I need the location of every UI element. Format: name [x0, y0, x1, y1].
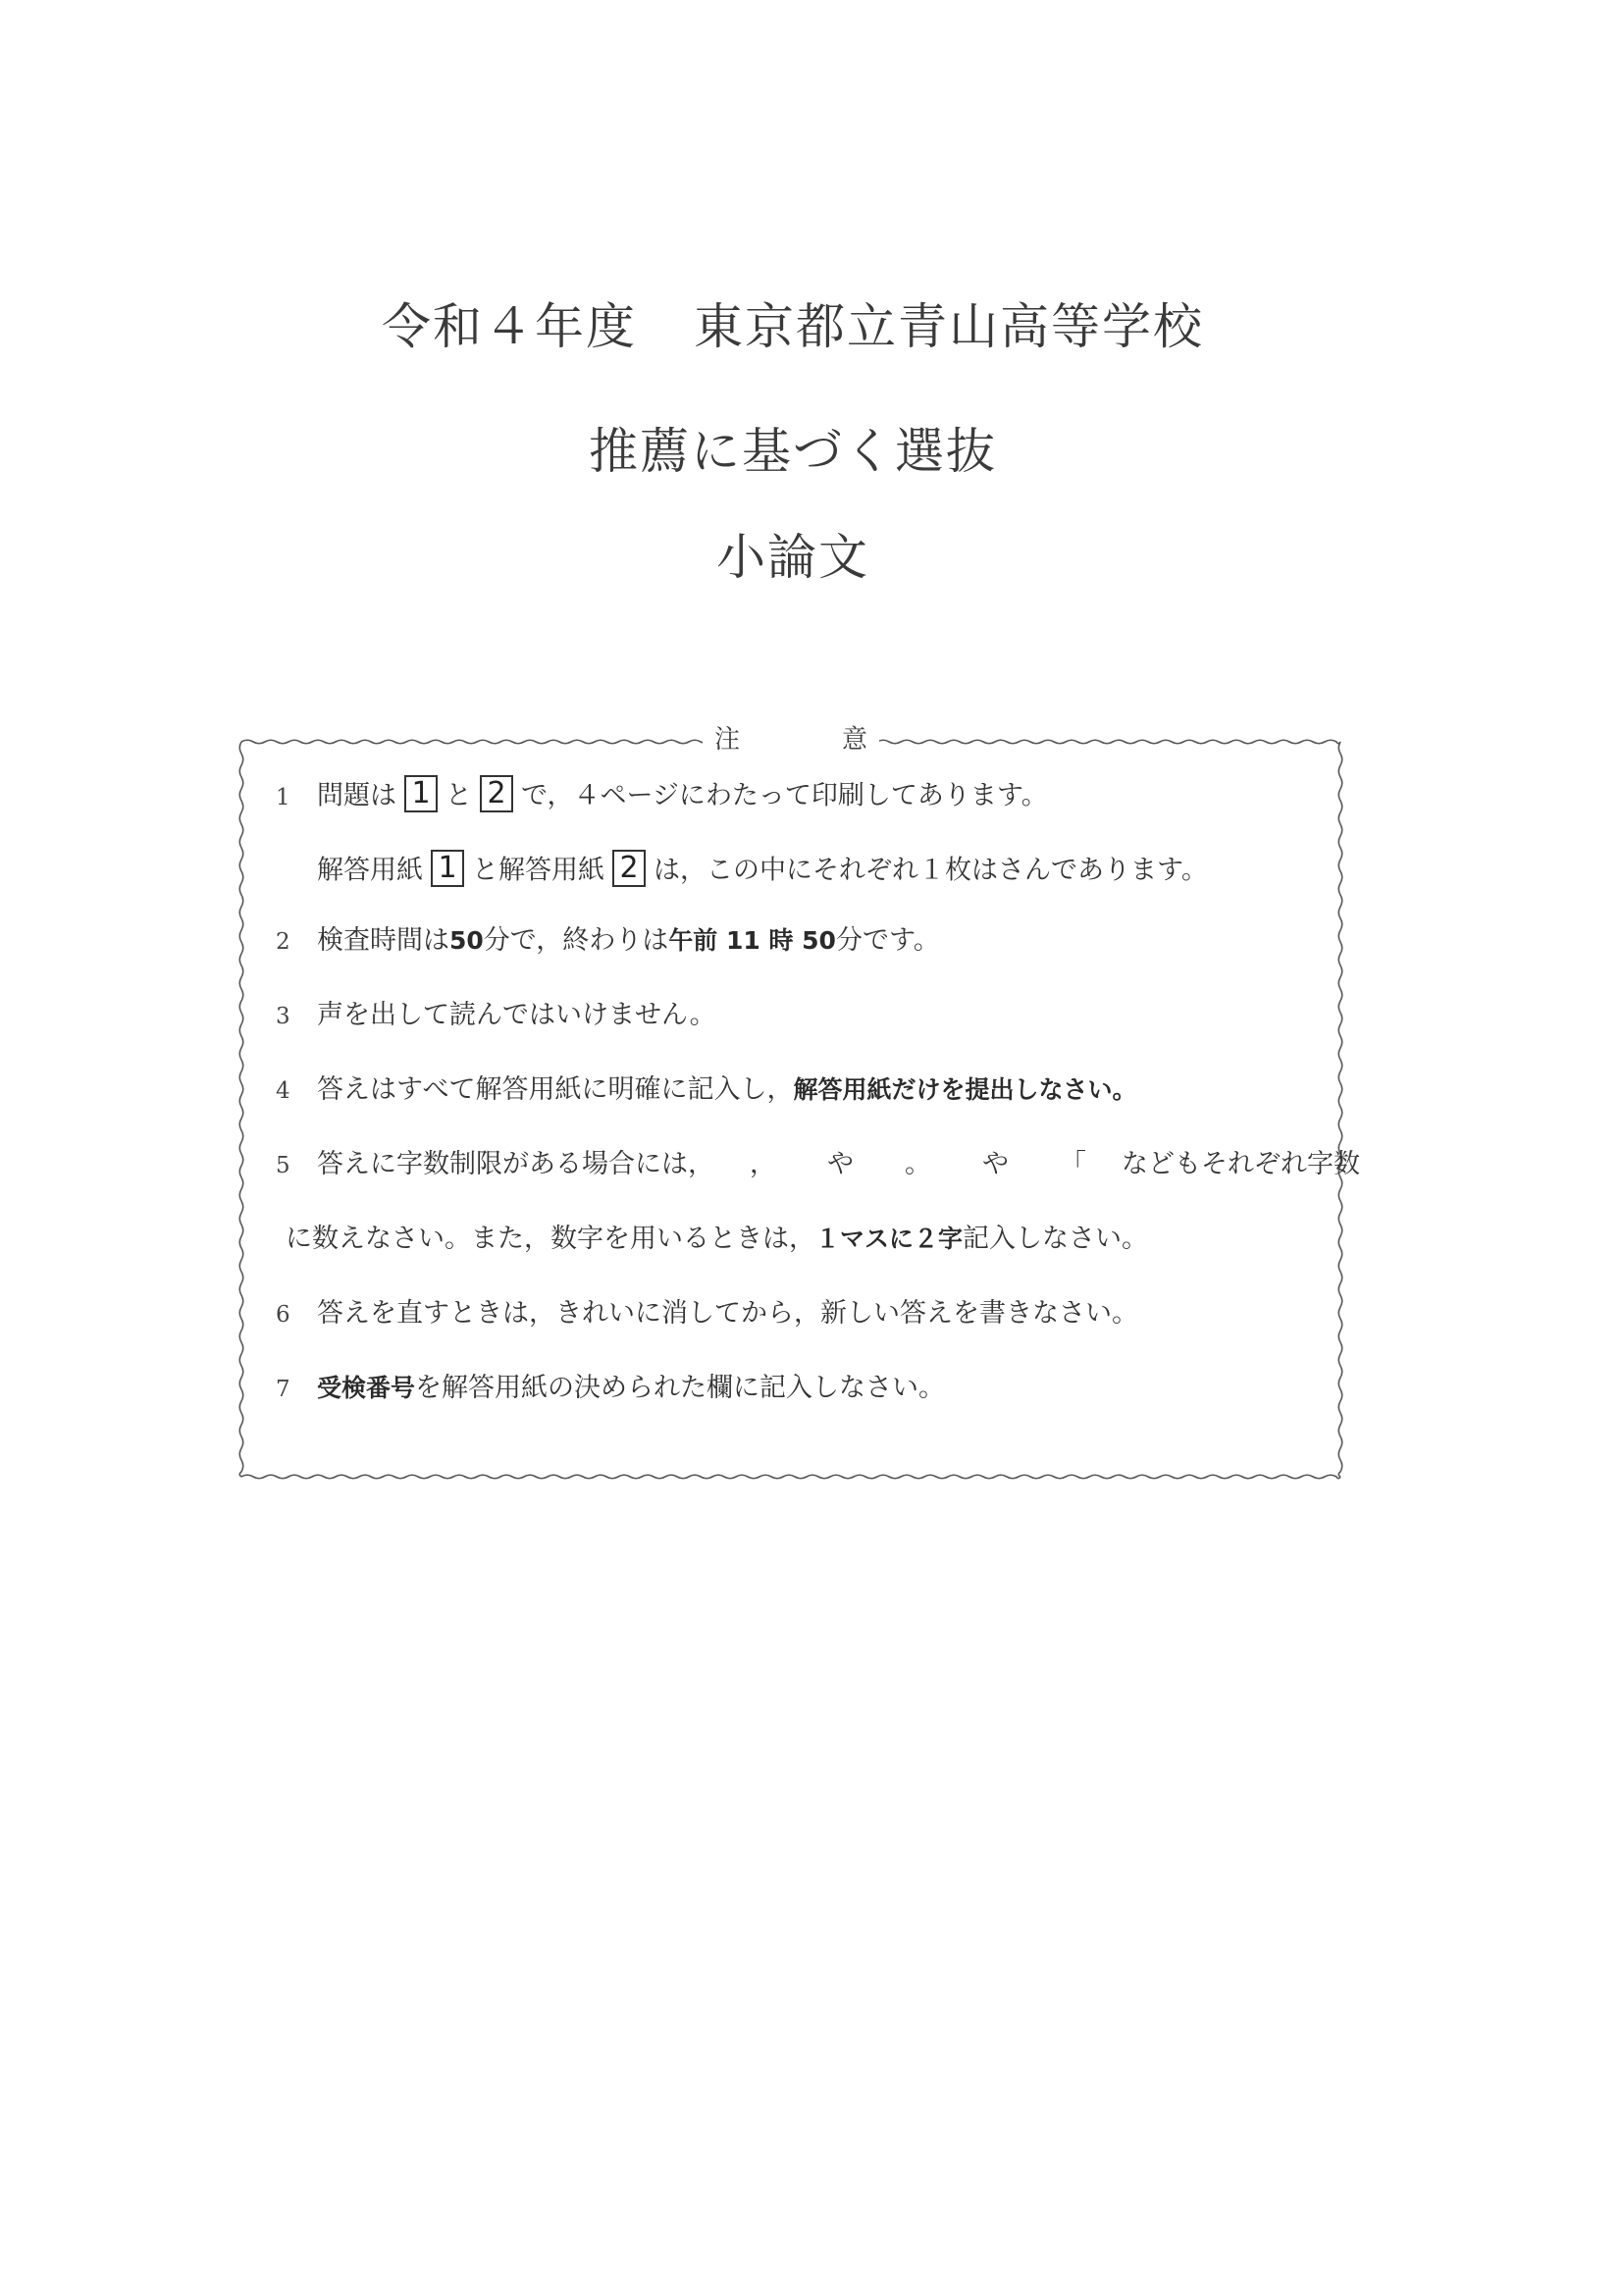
- answer-sheet-box-2: 2: [612, 850, 646, 887]
- page-title: [0, 287, 1604, 358]
- item-text: で，４ページにわたって印刷してあります。: [521, 780, 1048, 811]
- punctuation-mark: 「: [1060, 1149, 1086, 1179]
- item-text: 解答用紙: [317, 855, 423, 886]
- notice-item-7: [276, 1371, 945, 1407]
- notice-heading-left: 注: [714, 725, 741, 755]
- item-text: 記入しなさい。: [963, 1224, 1149, 1254]
- notice-item-6: [276, 1296, 1138, 1332]
- notice-item-3: [276, 998, 716, 1034]
- notice-item-5-cont: [286, 1222, 1148, 1257]
- item-text: に数えなさい。また，数字を用いるときは，: [286, 1224, 815, 1254]
- notice-item-2: [276, 923, 940, 960]
- item-text: 答えはすべて解答用紙に明確に記入し，: [317, 1074, 794, 1105]
- item-number: 7: [276, 1377, 290, 1402]
- item-text: を解答用紙の決められた欄に記入しなさい。: [415, 1373, 946, 1403]
- item-number: 5: [276, 1153, 290, 1178]
- notice-heading: [703, 725, 879, 755]
- item-bold-text: 50: [449, 926, 484, 955]
- item-bold-text: １マスに２字: [815, 1225, 964, 1253]
- subject-title: 小論文: [716, 529, 869, 586]
- notice-item-4: [276, 1072, 1136, 1109]
- item-text: や: [827, 1149, 854, 1179]
- item-text: 答えを直すときは，きれいに消してから，新しい答えを書きなさい。: [317, 1298, 1138, 1329]
- notice-item-1-cont: [317, 853, 1208, 890]
- question-box-1: 1: [404, 775, 438, 812]
- item-text: 分で，終わりは: [483, 925, 669, 956]
- question-box-2: 2: [480, 775, 513, 812]
- item-text: と: [445, 780, 472, 811]
- item-text: は，この中にそれぞれ１枚はさんであります。: [654, 855, 1208, 886]
- item-text: 分です。: [835, 925, 940, 956]
- notice-heading-right: 意: [841, 725, 867, 755]
- item-text: と解答用紙: [472, 855, 604, 886]
- item-bold-text: 受検番号: [317, 1374, 416, 1402]
- title-year: 令和４年度: [382, 298, 637, 355]
- item-text: 声を出して読んではいけません。: [317, 1000, 716, 1030]
- item-number: 3: [276, 1004, 290, 1029]
- item-text: 答えに字数制限がある場合には，: [317, 1149, 714, 1179]
- item-bold-text: 午前 11 時 50: [668, 926, 836, 955]
- page-subtitle: 推薦に基づく選抜: [589, 423, 997, 480]
- notice-item-1: [276, 778, 1048, 815]
- punctuation-mark: ，: [750, 1149, 776, 1179]
- item-text: 問題は: [317, 780, 396, 811]
- punctuation-mark: 。: [905, 1149, 931, 1179]
- item-bold-text: 解答用紙だけを提出しなさい。: [793, 1075, 1137, 1104]
- item-text: などもそれぞれ字数: [1122, 1149, 1360, 1179]
- item-number: 1: [276, 784, 290, 810]
- notice-item-5: [276, 1147, 1360, 1183]
- item-number: 4: [276, 1078, 290, 1104]
- item-number: 6: [276, 1302, 290, 1328]
- notice-box: [236, 725, 1360, 1482]
- item-text: や: [982, 1149, 1009, 1179]
- answer-sheet-box-1: 1: [431, 850, 464, 887]
- title-school: 東京都立青山高等学校: [694, 298, 1204, 355]
- item-number: 2: [276, 929, 290, 955]
- item-text: 検査時間は: [317, 925, 449, 956]
